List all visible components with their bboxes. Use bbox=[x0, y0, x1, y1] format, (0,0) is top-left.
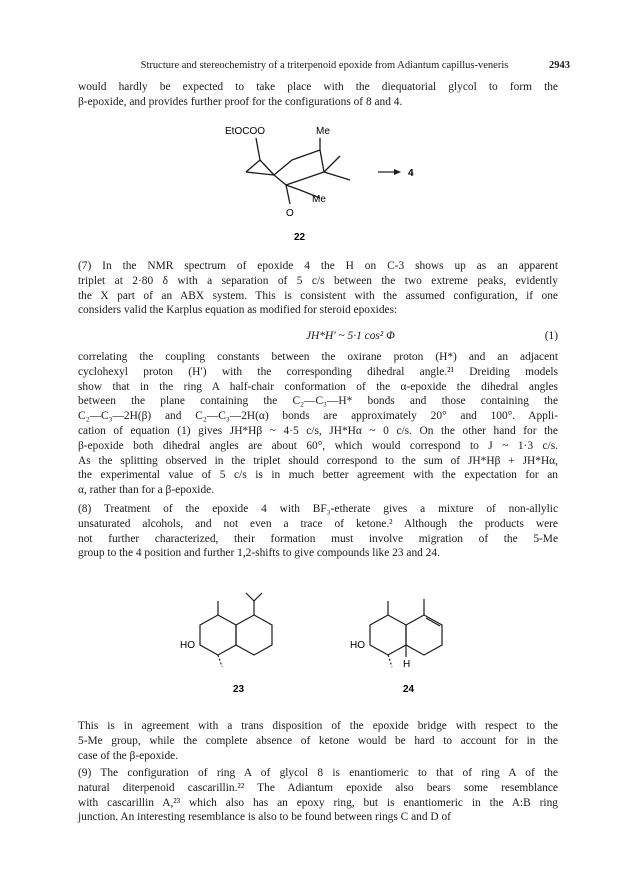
structure-group-me: Me bbox=[316, 126, 330, 137]
running-title: Structure and stereochemistry of a triterpenoid epoxide from Adiantum capillus-veneris bbox=[140, 60, 509, 71]
text-line: cation of equation (1) gives JH*Hβ ~ 4·5 c/s, JH*Hα ~ 0 c/s. On the other hand for the bbox=[78, 424, 558, 437]
text-line: β-epoxide, and provides further proof for the configurations of 8 and 4. bbox=[78, 95, 403, 108]
text-line: (9) The configuration of ring A of glycol 8 is enantiomeric to that of ring A of the bbox=[78, 767, 558, 779]
karplus-equation bbox=[78, 330, 558, 346]
text-line: between the plane containing the C₂—C₃—H* bonds and those containing the bbox=[78, 395, 558, 408]
compound-label-22: 22 bbox=[294, 232, 306, 243]
paragraph-intro bbox=[78, 80, 558, 110]
text-line: with cascarillin A,²³ which also has an epoxy ring, but is enantiomeric in the A:B ring bbox=[78, 796, 558, 809]
text-line: triplet at 2·80 δ with a separation of 5 c/s between the two extreme peaks, evidently bbox=[78, 274, 558, 287]
structure-23-hydroxyl: HO bbox=[180, 640, 195, 651]
arrow-target-label: 4 bbox=[408, 168, 414, 179]
structure-24-diagram bbox=[340, 585, 480, 695]
text-line: This is in agreement with a trans disposition of the epoxide bridge with respect to the bbox=[78, 720, 558, 732]
text-line: the X part of an ABX system. This is consistent with the assumed configuration, if one bbox=[78, 289, 558, 302]
equation-number: (1) bbox=[544, 330, 558, 342]
compound-label-24: 24 bbox=[403, 684, 415, 695]
equation-text: JH*H′ ~ 5·1 cos² Φ bbox=[306, 330, 395, 342]
paragraph-7-continued bbox=[78, 350, 558, 498]
text-line: not further characterized, their formation must involve migration of the 5-Me bbox=[78, 532, 558, 545]
structure-24-hydroxyl: HO bbox=[350, 640, 365, 651]
text-line: considers valid the Karplus equation as modified for steroid epoxides: bbox=[78, 304, 398, 317]
paragraph-8 bbox=[78, 502, 558, 561]
structure-23-diagram bbox=[170, 585, 310, 695]
text-line: unsaturated alcohols, and not even a trace of ketone.² Although the products were bbox=[78, 517, 558, 530]
text-line: As the splitting observed in the triplet should correspond to the sum of JH*Hβ + JH*Hα, bbox=[78, 454, 558, 467]
structure-oxygen: O bbox=[286, 208, 294, 219]
paragraph-9 bbox=[78, 766, 558, 825]
text-line: β-epoxide both dihedral angles are about 60°, which would correspond to J ~ 1·3 c/s. bbox=[78, 439, 558, 452]
structure-22-diagram bbox=[200, 120, 440, 245]
reaction-arrow-head bbox=[394, 169, 401, 175]
text-line: (8) Treatment of the epoxide 4 with BF₃-etherate gives a mixture of non-allylic bbox=[78, 503, 558, 515]
structure-24-hydrogen: H bbox=[403, 659, 411, 670]
page-number: 2943 bbox=[549, 60, 570, 71]
text-line: case of the β-epoxide. bbox=[78, 749, 179, 762]
structure-group-me-2: Me bbox=[312, 194, 326, 205]
text-line: C₂—C₃—2H(β) and C₂—C₃—2H(α) bonds are approximately 20° and 100°. Appli- bbox=[78, 410, 558, 423]
text-line: would hardly be expected to take place with the diequatorial glycol to form the bbox=[78, 81, 558, 93]
running-header bbox=[100, 60, 570, 71]
text-line: cyclohexyl proton (H′) with the corresponding dihedral angle.²¹ Dreiding models bbox=[78, 365, 558, 378]
text-line: show that in the ring A half-chair conformation of the α-epoxide the dihedral angles bbox=[78, 380, 558, 393]
text-line: natural diterpenoid cascarillin.²² The Adiantum epoxide also bears some resemblance bbox=[78, 781, 558, 794]
structure-group-etocoo: EtOCOO bbox=[225, 126, 266, 137]
text-line: 5-Me group, while the complete absence of ketone would be hard to account for in the bbox=[78, 734, 558, 747]
text-line: junction. An interesting resemblance is also to be found between rings C and D of bbox=[78, 811, 451, 824]
paragraph-7 bbox=[78, 259, 558, 318]
text-line: (7) In the NMR spectrum of epoxide 4 the H on C-3 shows up as an apparent bbox=[78, 260, 558, 272]
compound-label-23: 23 bbox=[233, 684, 245, 695]
text-line: group to the 4 position and further 1,2-shifts to give compounds like 23 and 24. bbox=[78, 547, 440, 560]
text-line: correlating the coupling constants between the oxirane proton (H*) and an adjacent bbox=[78, 351, 558, 363]
paragraph-conclusion-8 bbox=[78, 719, 558, 763]
text-line: α, rather than for a β-epoxide. bbox=[78, 484, 215, 497]
text-line: the experimental value of 5 c/s is in much better agreement with the expectation for an bbox=[78, 469, 558, 482]
